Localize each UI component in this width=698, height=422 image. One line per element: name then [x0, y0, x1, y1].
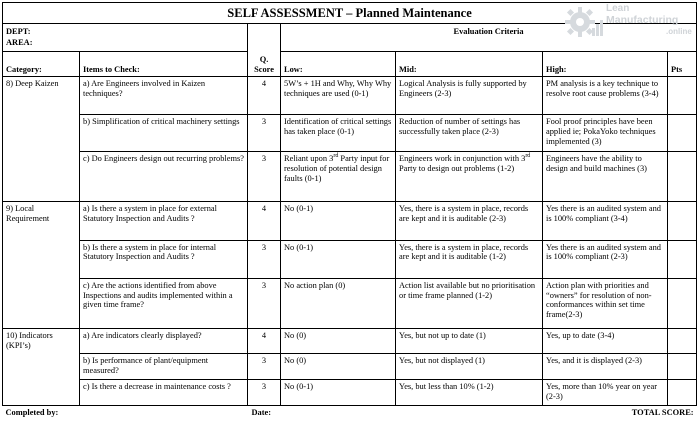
category-local-requirement: 9) Local Requirement [3, 202, 80, 240]
total-score-label: TOTAL SCORE: [543, 405, 697, 420]
item-cell: a) Are Engineers involved in Kaizen techniques? [80, 76, 248, 114]
category-continuation [3, 114, 80, 151]
score-cell: 4 [248, 202, 281, 240]
item-cell: b) Simplification of critical machinery settings [80, 114, 248, 151]
items-header: Items to Check: [80, 52, 248, 77]
table-row [3, 76, 697, 114]
low-cell: No (0) [281, 329, 396, 354]
score-cell: 3 [248, 114, 281, 151]
low-cell: Reliant upon 3rd Party input for resolution of potential design faults (0-1) [281, 152, 396, 202]
pts-cell[interactable] [668, 76, 697, 114]
low-cell: No (0-1) [281, 240, 396, 278]
dept-label: DEPT: [6, 27, 31, 37]
category-continuation [3, 240, 80, 278]
category-header: Category: [3, 52, 80, 77]
low-cell: No (0-1) [281, 379, 396, 405]
pts-header: Pts [668, 52, 697, 77]
table-row [3, 202, 697, 240]
mid-cell: Yes, there is a system in place, records are kept and it is auditable (1-2) [396, 240, 543, 278]
score-cell: 3 [248, 152, 281, 202]
score-cell: 4 [248, 76, 281, 114]
high-cell: PM analysis is a key technique to resolve root cause problems (3-4) [543, 76, 668, 114]
high-header: High: [543, 52, 668, 77]
item-cell: c) Do Engineers design out recurring problems? [80, 152, 248, 202]
score-cell: 3 [248, 240, 281, 278]
mid-cell: Logical Analysis is fully supported by Engineers (2-3) [396, 76, 543, 114]
area-label: AREA: [6, 37, 33, 47]
table-row [3, 278, 697, 328]
pts-cell[interactable] [668, 152, 697, 202]
low-header: Low: [281, 52, 396, 77]
category-continuation [3, 379, 80, 405]
pts-cell[interactable] [668, 278, 697, 328]
table-row [3, 354, 697, 380]
item-cell: b) Is performance of plant/equipment measured? [80, 354, 248, 380]
item-cell: c) Is there a decrease in maintenance costs ? [80, 379, 248, 405]
high-cell: Yes, and it is displayed (2-3) [543, 354, 668, 380]
low-cell: 5W’s + 1H and Why, Why Why techniques are used (0-1) [281, 76, 396, 114]
low-cell: Identification of critical settings has taken place (0-1) [281, 114, 396, 151]
table-row [3, 379, 697, 405]
completed-by-label: Completed by: [3, 405, 248, 420]
score-cell: 3 [248, 278, 281, 328]
q-score-line2: Score [254, 64, 274, 74]
score-cell: 4 [248, 329, 281, 354]
low-cell: No action plan (0) [281, 278, 396, 328]
footer-row [3, 405, 697, 420]
table-row [3, 240, 697, 278]
pts-cell[interactable] [668, 354, 697, 380]
watermark-line3: .online [666, 27, 692, 36]
mid-header: Mid: [396, 52, 543, 77]
high-cell: Yes there is an audited system and is 100% compliant (3-4) [543, 202, 668, 240]
category-continuation [3, 152, 80, 202]
mid-cell: Yes, there is a system in place, records are kept and it is auditable (2-3) [396, 202, 543, 240]
score-header-spacer [248, 24, 281, 52]
pts-cell[interactable] [668, 114, 697, 151]
low-cell: No (0-1) [281, 202, 396, 240]
high-cell: Action plan with priorities and “owners” for resolution of non-conformances within set time frame(2-3) [543, 278, 668, 328]
high-cell: Yes, more than 10% year on year (2-3) [543, 379, 668, 405]
category-deep-kaizen: 8) Deep Kaizen [3, 76, 80, 114]
mid-cell: Yes, but not displayed (1) [396, 354, 543, 380]
high-cell: Engineers have the ability to design and build machines (3) [543, 152, 668, 202]
watermark-line1: Lean [606, 3, 630, 14]
evaluation-criteria-heading: Evaluation Criteria [281, 24, 697, 52]
column-header-row [3, 52, 697, 77]
mid-cell: Action list available but no prioritisation or time frame planned (1-2) [396, 278, 543, 328]
score-cell: 3 [248, 379, 281, 405]
table-row [3, 329, 697, 354]
form-title: SELF ASSESSMENT – Planned Maintenance [3, 3, 697, 24]
watermark-line2: Manufacturing [606, 14, 679, 26]
score-cell: 3 [248, 354, 281, 380]
pts-cell[interactable] [668, 202, 697, 240]
mid-cell: Yes, but not up to date (1) [396, 329, 543, 354]
mid-cell: Reduction of number of settings has successfully taken place (2-3) [396, 114, 543, 151]
item-cell: c) Are the actions identified from above Inspections and audits implemented within a given time frame? [80, 278, 248, 328]
table-row [3, 152, 697, 202]
pts-cell[interactable] [668, 329, 697, 354]
assessment-table [2, 2, 697, 420]
date-label: Date: [248, 405, 543, 420]
high-cell: Yes there is an audited system and is 100% compliant (2-3) [543, 240, 668, 278]
pts-cell[interactable] [668, 240, 697, 278]
category-continuation [3, 354, 80, 380]
high-cell: Yes, up to date (3-4) [543, 329, 668, 354]
item-cell: a) Are indicators clearly displayed? [80, 329, 248, 354]
mid-cell: Engineers work in conjunction with 3rd Party to design out problems (1-2) [396, 152, 543, 202]
item-cell: a) Is there a system in place for external Statutory Inspection and Audits ? [80, 202, 248, 240]
high-cell: Fool proof principles have been applied ie; PokaYoko techniques implemented (3) [543, 114, 668, 151]
low-cell: No (0) [281, 354, 396, 380]
category-continuation [3, 278, 80, 328]
category-indicators: 10) Indicators (KPI’s) [3, 329, 80, 354]
q-score-line1: Q. [259, 55, 269, 65]
q-score-header [248, 52, 281, 77]
table-row [3, 114, 697, 151]
mid-cell: Yes, but less than 10% (1-2) [396, 379, 543, 405]
item-cell: b) Is there a system in place for internal Statutory Inspection and Audits ? [80, 240, 248, 278]
dept-area-cell [3, 24, 248, 52]
pts-cell[interactable] [668, 379, 697, 405]
